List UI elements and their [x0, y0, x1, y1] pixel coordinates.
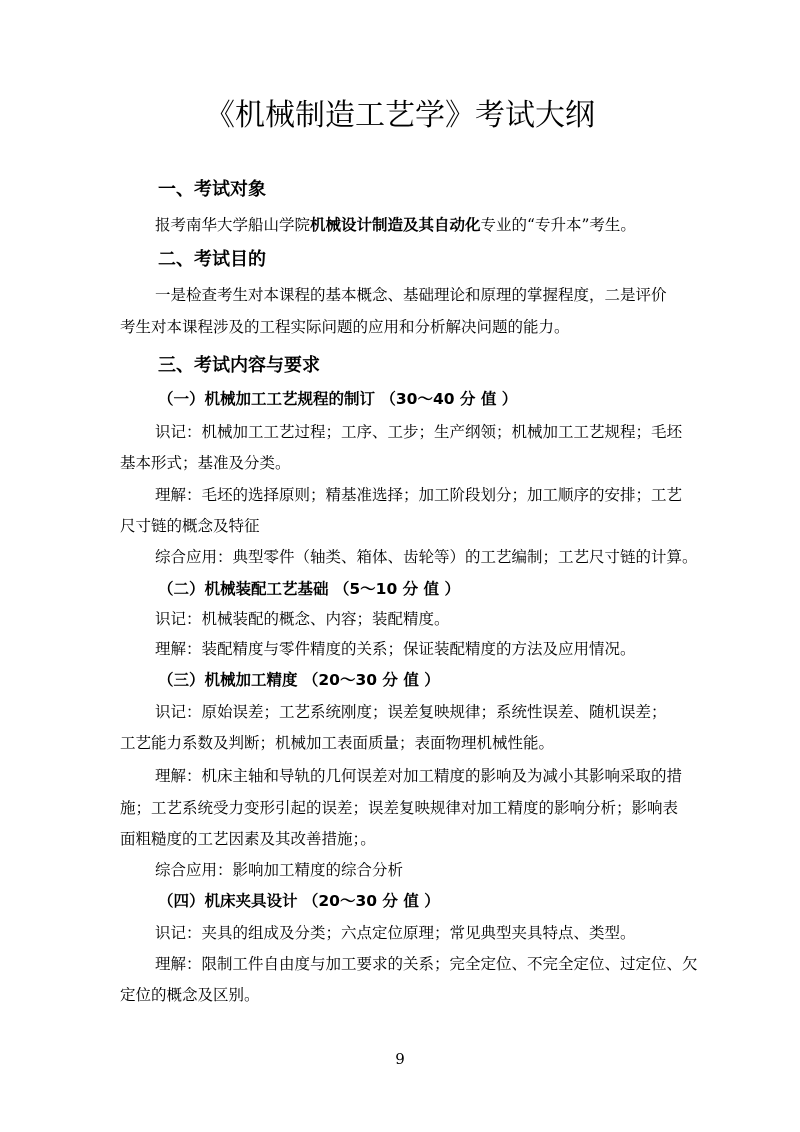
subsection-heading-machining-accuracy: （三）机械加工精度 （20～30 分 值 ） [158, 671, 440, 689]
paragraph-line: 识记：原始误差；工艺系统刚度；误差复映规律；系统性误差、随机误差； [155, 703, 667, 721]
paragraph-line: 识记：机械加工工艺过程；工序、工步；生产纲领；机械加工工艺规程；毛坯 [155, 423, 683, 441]
subsection-heading-fixture-design: （四）机床夹具设计 （20～30 分 值 ） [158, 892, 440, 910]
paragraph-line: 定位的概念及区别。 [120, 986, 260, 1004]
text-segment: 报考南华大学船山学院 [155, 216, 311, 234]
paragraph-line: 尺寸链的概念及特征 [120, 517, 260, 535]
paragraph-line: 基本形式；基准及分类。 [120, 454, 291, 472]
text-segment: 专业的“专升本”考生。 [480, 216, 636, 234]
paragraph-line: 工艺能力系数及判断；机械加工表面质量；表面物理机械性能。 [120, 734, 555, 752]
section-heading-exam-purpose: 二、考试目的 [158, 249, 266, 270]
paragraph-line: 综合应用：典型零件（轴类、箱体、齿轮等）的工艺编制；工艺尺寸链的计算。 [155, 548, 698, 566]
paragraph-line: 理解：机床主轴和导轨的几何误差对加工精度的影响及为减小其影响采取的措 [155, 767, 683, 785]
document-title: 《机械制造工艺学》考试大纲 [205, 98, 595, 133]
subsection-heading-process-planning: （一）机械加工工艺规程的制订 （30～40 分 值 ） [158, 390, 518, 408]
subsection-heading-assembly: （二）机械装配工艺基础 （5～10 分 值 ） [158, 580, 460, 598]
paragraph-line: 面粗糙度的工艺因素及其改善措施；。 [120, 830, 376, 848]
section-heading-exam-content: 三、考试内容与要求 [158, 355, 320, 376]
paragraph-line: 施；工艺系统受力变形引起的误差；误差复映规律对加工精度的影响分析；影响表 [120, 799, 679, 817]
paragraph-line: 综合应用：影响加工精度的综合分析 [155, 861, 404, 879]
paragraph-line: 理解：装配精度与零件精度的关系；保证装配精度的方法及应用情况。 [155, 640, 636, 658]
paragraph-exam-target [155, 214, 636, 236]
paragraph-line: 识记：机械装配的概念、内容；装配精度。 [155, 610, 450, 628]
paragraph-line: 理解：限制工件自由度与加工要求的关系；完全定位、不完全定位、过定位、欠 [155, 955, 698, 973]
paragraph-line: 理解：毛坯的选择原则；精基准选择；加工阶段划分；加工顺序的安排；工艺 [155, 486, 683, 504]
paragraph-line: 识记：夹具的组成及分类；六点定位原理；常见典型夹具特点、类型。 [155, 924, 636, 942]
page-number: 9 [395, 1050, 405, 1068]
major-name: 机械设计制造及其自动化 [310, 216, 481, 234]
paragraph-line: 一是检查考生对本课程的基本概念、基础理论和原理的掌握程度，二是评价 [155, 286, 667, 304]
section-heading-exam-target: 一、考试对象 [158, 179, 266, 200]
paragraph-line: 考生对本课程涉及的工程实际问题的应用和分析解决问题的能力。 [120, 318, 570, 336]
